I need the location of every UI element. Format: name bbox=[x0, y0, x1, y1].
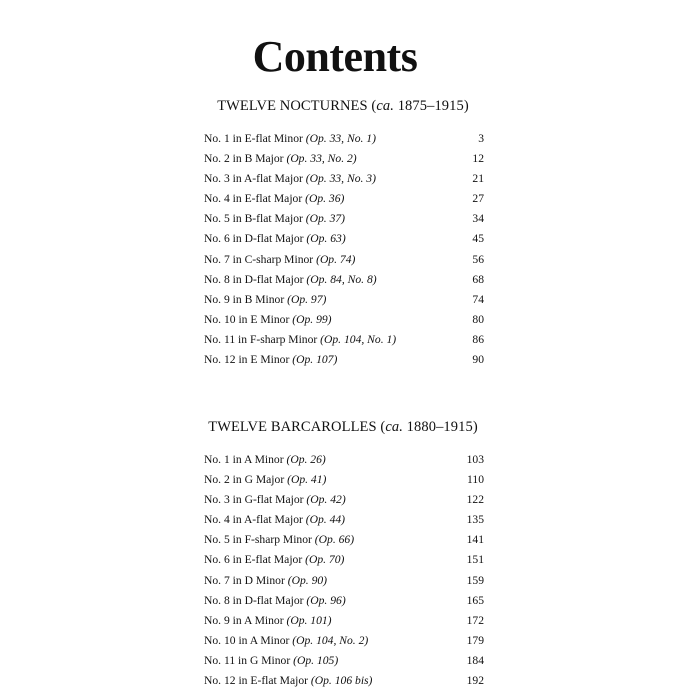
page-number: 45 bbox=[472, 232, 484, 246]
page-number: 184 bbox=[466, 653, 484, 667]
list-item[interactable] bbox=[204, 510, 484, 530]
piece-name: No. 9 in A Minor bbox=[204, 613, 284, 627]
list-item[interactable] bbox=[204, 571, 484, 591]
section-title: TWELVE BARCAROLLES bbox=[208, 419, 377, 435]
page-number: 141 bbox=[466, 533, 484, 547]
list-item[interactable] bbox=[204, 209, 484, 229]
piece-name: No. 10 in A Minor bbox=[204, 633, 290, 647]
opus-number: (Op. 26) bbox=[286, 453, 326, 466]
piece-name: No. 5 in B-flat Major bbox=[204, 212, 303, 226]
piece-name: No. 12 in E Minor bbox=[204, 353, 290, 367]
page-number: 110 bbox=[467, 473, 484, 487]
page-number: 159 bbox=[466, 573, 484, 587]
opus-number: (Op. 90) bbox=[287, 573, 328, 587]
piece-name: No. 2 in G Major bbox=[204, 473, 285, 487]
page-number: 122 bbox=[466, 493, 484, 507]
opus-number: (Op. 63) bbox=[306, 232, 346, 246]
piece-name: No. 7 in D Minor bbox=[204, 573, 285, 587]
list-item[interactable] bbox=[204, 591, 484, 611]
opus-number: (Op. 42) bbox=[306, 493, 346, 507]
list-item[interactable] bbox=[204, 671, 484, 691]
page-number: 56 bbox=[472, 252, 484, 266]
list-item[interactable] bbox=[204, 169, 484, 189]
opus-number: (Op. 105) bbox=[293, 653, 339, 667]
opus-number: (Op. 37) bbox=[305, 212, 346, 226]
opus-number: (Op. 74) bbox=[316, 252, 356, 266]
piece-name: No. 8 in D-flat Major bbox=[204, 272, 304, 286]
page-number: 12 bbox=[472, 152, 484, 166]
piece-name: No. 1 in E-flat Minor bbox=[204, 132, 303, 145]
list-item[interactable] bbox=[204, 270, 484, 290]
page-title: Contents bbox=[252, 32, 418, 82]
piece-name: No. 1 in A Minor bbox=[204, 453, 284, 466]
list-item[interactable] bbox=[204, 350, 484, 370]
page-number: 165 bbox=[466, 593, 484, 607]
list-item[interactable] bbox=[204, 129, 484, 149]
date-range: 1875–1915 bbox=[397, 98, 464, 114]
page-number: 179 bbox=[466, 633, 484, 647]
piece-name: No. 11 in G Minor bbox=[204, 653, 291, 667]
list-item[interactable] bbox=[204, 290, 484, 310]
page-number: 192 bbox=[466, 674, 484, 688]
piece-name: No. 10 in E Minor bbox=[204, 312, 290, 326]
list-item[interactable] bbox=[204, 490, 484, 510]
opus-number: (Op. 41) bbox=[287, 473, 327, 487]
list-item[interactable] bbox=[204, 450, 484, 470]
list-item[interactable] bbox=[204, 149, 484, 169]
page-number: 21 bbox=[472, 172, 484, 186]
opus-number: (Op. 104, No. 1) bbox=[320, 332, 397, 346]
section-heading-barcarolles: TWELVE BARCAROLLES (ca. 1880–1915) bbox=[208, 419, 478, 435]
page-number: 3 bbox=[478, 132, 484, 145]
nocturnes-list bbox=[204, 129, 484, 370]
opus-number: (Op. 66) bbox=[314, 533, 355, 547]
opus-number: (Op. 106 bis) bbox=[310, 674, 373, 688]
page-number: 103 bbox=[466, 453, 484, 466]
opus-number: (Op. 99) bbox=[292, 312, 332, 326]
opus-number: (Op. 97) bbox=[287, 292, 327, 306]
piece-name: No. 7 in C-sharp Minor bbox=[204, 252, 314, 266]
piece-name: No. 9 in B Minor bbox=[204, 292, 285, 306]
opus-number: (Op. 101) bbox=[286, 613, 332, 627]
opus-number: (Op. 104, No. 2) bbox=[292, 633, 369, 647]
piece-name: No. 3 in A-flat Major bbox=[204, 172, 303, 186]
page-number: 172 bbox=[466, 613, 484, 627]
piece-name: No. 2 in B Major bbox=[204, 152, 284, 166]
list-item[interactable] bbox=[204, 470, 484, 490]
page-number: 74 bbox=[472, 292, 484, 306]
list-item[interactable] bbox=[204, 530, 484, 550]
list-item[interactable] bbox=[204, 550, 484, 570]
piece-name: No. 4 in A-flat Major bbox=[204, 513, 303, 527]
piece-name: No. 6 in D-flat Major bbox=[204, 232, 304, 246]
opus-number: (Op. 96) bbox=[306, 593, 346, 607]
list-item[interactable] bbox=[204, 250, 484, 270]
piece-name: No. 6 in E-flat Major bbox=[204, 553, 303, 567]
opus-number: (Op. 107) bbox=[292, 353, 338, 367]
list-item[interactable] bbox=[204, 229, 484, 249]
opus-number: (Op. 44) bbox=[305, 513, 346, 527]
list-item[interactable] bbox=[204, 189, 484, 209]
page-number: 86 bbox=[472, 332, 484, 346]
list-item[interactable] bbox=[204, 631, 484, 651]
piece-name: No. 4 in E-flat Major bbox=[204, 192, 303, 206]
piece-name: No. 3 in G-flat Major bbox=[204, 493, 304, 507]
date-prefix: ca. bbox=[385, 419, 403, 435]
page-number: 151 bbox=[466, 553, 484, 567]
page-number: 68 bbox=[472, 272, 484, 286]
page-number: 34 bbox=[472, 212, 484, 226]
opus-number: (Op. 33, No. 3) bbox=[305, 172, 376, 186]
page-number: 80 bbox=[472, 312, 484, 326]
list-item[interactable] bbox=[204, 310, 484, 330]
list-item[interactable] bbox=[204, 611, 484, 631]
list-item[interactable] bbox=[204, 330, 484, 350]
opus-number: (Op. 33, No. 1) bbox=[305, 132, 376, 145]
piece-name: No. 12 in E-flat Major bbox=[204, 674, 308, 688]
opus-number: (Op. 70) bbox=[305, 553, 345, 567]
opus-number: (Op. 36) bbox=[305, 192, 345, 206]
piece-name: No. 8 in D-flat Major bbox=[204, 593, 304, 607]
section-title: TWELVE NOCTURNES bbox=[217, 98, 368, 114]
date-range: 1880–1915 bbox=[406, 419, 473, 435]
piece-name: No. 5 in F-sharp Minor bbox=[204, 533, 312, 547]
section-heading-nocturnes: TWELVE NOCTURNES (ca. 1875–1915) bbox=[217, 98, 469, 114]
opus-number: (Op. 33, No. 2) bbox=[286, 152, 357, 166]
page-number: 27 bbox=[472, 192, 484, 206]
opus-number: (Op. 84, No. 8) bbox=[306, 272, 377, 286]
date-prefix: ca. bbox=[376, 98, 394, 114]
page-number: 135 bbox=[466, 513, 484, 527]
page-number: 90 bbox=[472, 353, 484, 367]
piece-name: No. 11 in F-sharp Minor bbox=[204, 332, 318, 346]
barcarolles-list bbox=[204, 450, 484, 691]
list-item[interactable] bbox=[204, 651, 484, 671]
